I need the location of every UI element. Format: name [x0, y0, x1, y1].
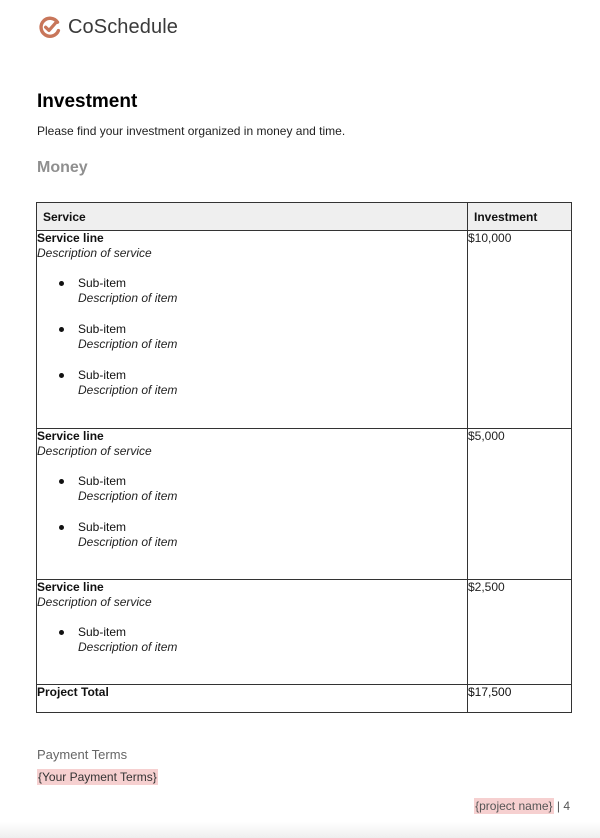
service-line-description: Description of service [37, 595, 152, 609]
subitem-description: Description of item [78, 535, 178, 549]
list-item [78, 474, 467, 504]
subitem-list [37, 474, 467, 550]
table-row [37, 231, 572, 429]
subitem-list [37, 625, 467, 655]
service-line-name: Service line [37, 580, 104, 594]
subitem-name: Sub-item [78, 368, 127, 382]
intro-text: Please find your investment organized in money and time. [37, 124, 346, 138]
list-item [78, 520, 467, 550]
payment-terms-placeholder: {Your Payment Terms} [38, 770, 157, 784]
subitem-name: Sub-item [78, 625, 127, 639]
subitem-description: Description of item [78, 640, 178, 654]
table-row [37, 429, 572, 580]
subitem-description: Description of item [78, 489, 178, 503]
service-line-name: Service line [37, 231, 104, 245]
footer-separator: | [556, 799, 560, 813]
service-line-description: Description of service [37, 444, 152, 458]
subitem-list [37, 276, 467, 398]
page-edge-shadow [0, 822, 600, 838]
list-item [78, 625, 467, 655]
service-line-name: Service line [37, 429, 104, 443]
investment-amount: $2,500 [468, 580, 572, 685]
page-number: 4 [563, 799, 570, 813]
list-item [78, 322, 467, 352]
investment-amount: $5,000 [468, 429, 572, 580]
total-row [37, 685, 572, 713]
payment-terms-label: Payment Terms [37, 747, 128, 762]
subitem-name: Sub-item [78, 322, 127, 336]
list-item [78, 276, 467, 306]
coschedule-logo-icon [38, 15, 62, 39]
investment-table [36, 202, 572, 713]
project-name-placeholder: {project name} [475, 799, 553, 813]
table-header-row [37, 203, 572, 231]
service-column-header: Service [37, 203, 468, 231]
subitem-description: Description of item [78, 291, 178, 305]
project-total-amount: $17,500 [468, 685, 572, 713]
page-footer [474, 799, 570, 813]
project-total-label: Project Total [37, 685, 468, 713]
service-cell [37, 580, 468, 685]
service-line-description: Description of service [37, 246, 152, 260]
subitem-name: Sub-item [78, 520, 127, 534]
service-cell [37, 231, 468, 429]
investment-column-header: Investment [468, 203, 572, 231]
brand-logo [38, 15, 178, 39]
subitem-name: Sub-item [78, 474, 127, 488]
list-item [78, 368, 467, 398]
table-row [37, 580, 572, 685]
subitem-description: Description of item [78, 383, 178, 397]
service-cell [37, 429, 468, 580]
subitem-name: Sub-item [78, 276, 127, 290]
page-title: Investment [37, 91, 138, 112]
investment-amount: $10,000 [468, 231, 572, 429]
brand-name: CoSchedule [68, 15, 178, 38]
money-subheading: Money [37, 159, 88, 176]
subitem-description: Description of item [78, 337, 178, 351]
